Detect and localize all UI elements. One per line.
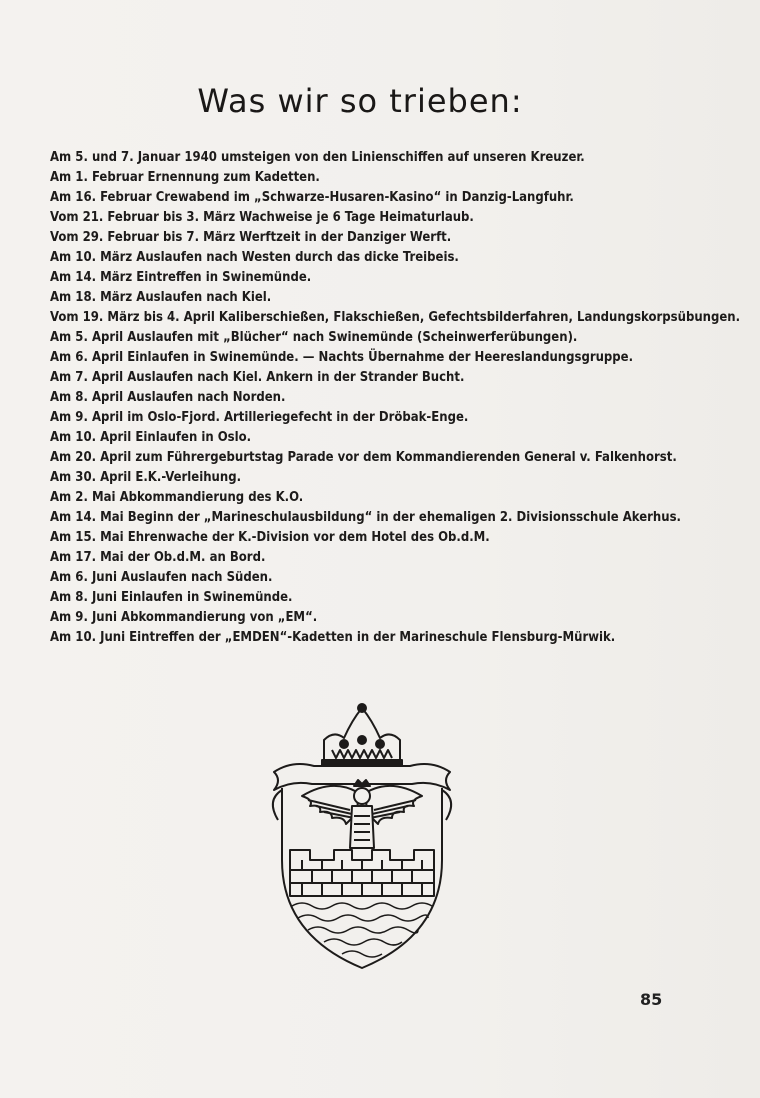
list-item: Am 17. Mai der Ob.d.M. an Bord.	[50, 550, 266, 565]
list-item: Am 1. Februar Ernennung zum Kadetten.	[50, 170, 320, 185]
list-item: Vom 19. März bis 4. April Kaliberschießen, Flakschießen, Gefechtsbilderfahren, Landungskorpsübungen.	[50, 310, 741, 325]
list-item: Am 6. Juni Auslaufen nach Süden.	[50, 570, 273, 585]
chronicle-list	[50, 148, 741, 648]
list-item: Am 2. Mai Abkommandierung des K.O.	[50, 490, 304, 505]
coat-of-arms-icon	[262, 700, 462, 975]
list-item: Am 7. April Auslaufen nach Kiel. Ankern in der Strander Bucht.	[50, 370, 465, 385]
list-item: Am 5. und 7. Januar 1940 umsteigen von den Linienschiffen auf unseren Kreuzer.	[50, 150, 585, 165]
page-title: Was wir so trieben:	[197, 82, 523, 120]
list-item: Am 14. Mai Beginn der „Marineschulausbildung“ in der ehemaligen 2. Divisionsschule Akerhus.	[50, 510, 681, 525]
list-item: Am 20. April zum Führergeburtstag Parade vor dem Kommandierenden General v. Falkenhorst.	[50, 450, 677, 465]
list-item: Am 14. März Eintreffen in Swinemünde.	[50, 270, 312, 285]
page-number: 85	[640, 990, 663, 1009]
list-item: Am 5. April Auslaufen mit „Blücher“ nach Swinemünde (Scheinwerferübungen).	[50, 330, 578, 345]
list-item: Am 10. April Einlaufen in Oslo.	[50, 430, 252, 445]
list-item: Am 10. März Auslaufen nach Westen durch das dicke Treibeis.	[50, 250, 459, 265]
list-item: Vom 21. Februar bis 3. März Wachweise je 6 Tage Heimaturlaub.	[50, 210, 474, 225]
list-item: Am 9. April im Oslo-Fjord. Artilleriegefecht in der Dröbak-Enge.	[50, 410, 469, 425]
list-item: Am 16. Februar Crewabend im „Schwarze-Husaren-Kasino“ in Danzig-Langfuhr.	[50, 190, 574, 205]
list-item: Am 18. März Auslaufen nach Kiel.	[50, 290, 272, 305]
list-item: Am 6. April Einlaufen in Swinemünde. — Nachts Übernahme der Heereslandungsgruppe.	[50, 350, 634, 365]
list-item: Am 9. Juni Abkommandierung von „EM“.	[50, 610, 318, 625]
list-item: Am 10. Juni Eintreffen der „EMDEN“-Kadetten in der Marineschule Flensburg-Mürwik.	[50, 630, 616, 645]
list-item: Am 15. Mai Ehrenwache der K.-Division vor dem Hotel des Ob.d.M.	[50, 530, 490, 545]
list-item: Vom 29. Februar bis 7. März Werftzeit in der Danziger Werft.	[50, 230, 452, 245]
list-item: Am 30. April E.K.-Verleihung.	[50, 470, 242, 485]
list-item: Am 8. Juni Einlaufen in Swinemünde.	[50, 590, 293, 605]
list-item: Am 8. April Auslaufen nach Norden.	[50, 390, 286, 405]
